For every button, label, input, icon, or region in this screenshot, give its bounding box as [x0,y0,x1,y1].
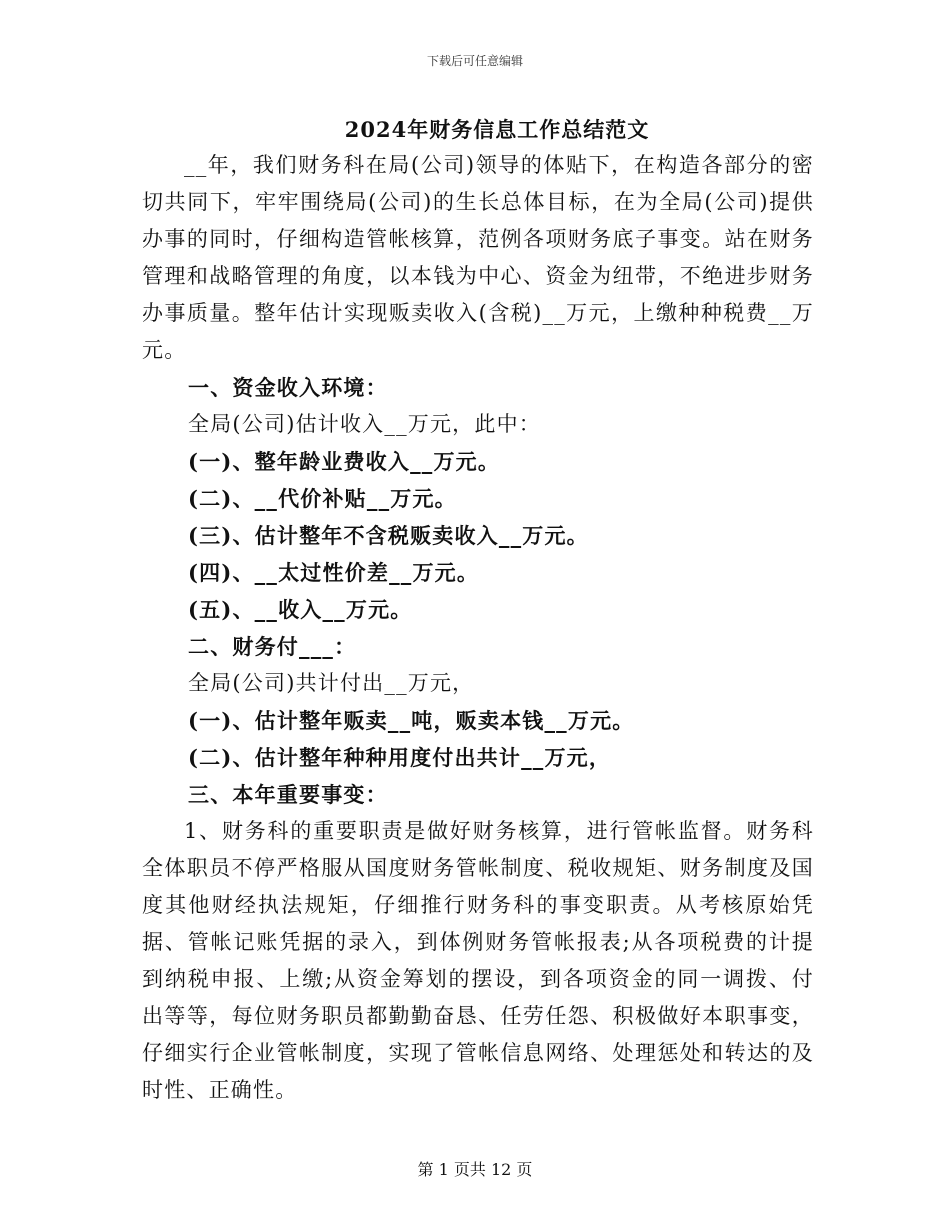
section2-item: (一)、估计整年贩卖__吨，贩卖本钱__万元。 [188,708,635,733]
section3-heading: 三、本年重要事变： [188,782,388,807]
section1-heading: 一、资金收入环境： [188,375,388,400]
section1-summary: 全局(公司)估计收入__万元，此中： [188,412,541,436]
section3-paragraph: 1、财务科的重要职责是做好财务核算，进行管帐监督。财务科全体职员不停严格服从国度财务管帐制度、税收规矩、财务制度及国度其他财经执法规矩，仔细推行财务科的事变职责。从考核原始凭据、管帐记账凭据的录入，到体例财务管帐报表;从各项税费的计提到纳税申报、上缴;从资金筹划的摆设，到各项资金的同一调拨、付出等等，每位财务职员都勤勤奋恳、任劳任怨、积极做好本职事变，仔细实行企业管帐制度，实现了管帐信息网络、处理惩处和转达的及时性、正确性。 [142,819,814,1102]
document-title: 2024年财务信息工作总结范文 [344,117,650,142]
section2-heading: 二、财务付___： [188,634,357,659]
section1-item: (二)、__代价补贴__万元。 [188,486,457,511]
section2-summary: 全局(公司)共计付出__万元， [188,671,475,695]
section1-item: (一)、整年龄业费收入__万元。 [188,449,501,474]
header-note: 下载后可任意编辑 [426,54,523,68]
section1-item: (四)、__太过性价差__万元。 [188,560,480,585]
page-footer: 第 1 页共 12 页 [417,1160,533,1179]
section2-item: (二)、估计整年种种用度付出共计__万元， [188,745,612,770]
section1-item: (五)、__收入__万元。 [188,597,413,622]
section1-item: (三)、估计整年不含税贩卖收入__万元。 [188,523,589,548]
document-body [142,147,814,1109]
intro-paragraph: __年，我们财务科在局(公司)领导的体贴下，在构造各部分的密切共同下，牢牢围绕局(公司)的生长总体目标，在为全局(公司)提供办事的同时，仔细构造管帐核算，范例各项财务底子事变。站在财务管理和战略管理的角度，以本钱为中心、资金为纽带，不绝进步财务办事质量。整年估计实现贩卖收入(含税)__万元，上缴种种税费__万元。 [142,153,814,362]
